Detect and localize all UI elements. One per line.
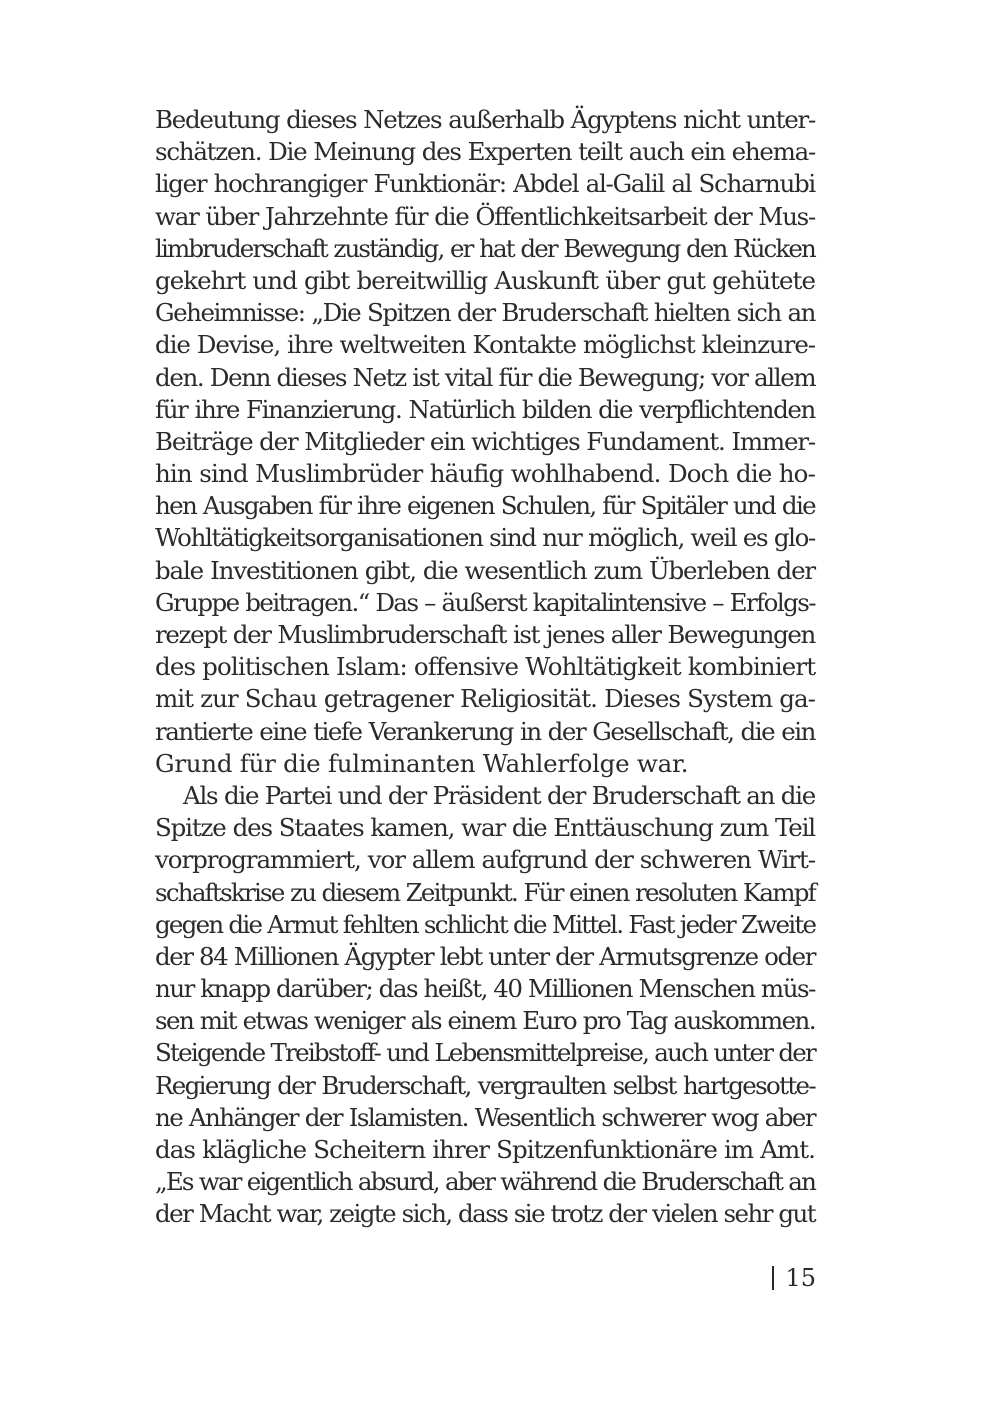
text-line: war über Jahrzehnte für die Öffentlichkeitsarbeit der Mus-: [155, 201, 815, 231]
text-line: mit zur Schau getragener Religiosität. Dieses System ga-: [155, 684, 815, 714]
text-line: der 84 Millionen Ägypter lebt unter der Armutsgrenze oder: [155, 941, 815, 971]
text-line: Regierung der Bruderschaft, vergraulten selbst hartgesotte-: [155, 1070, 815, 1100]
paragraph: [155, 104, 815, 780]
text-line: limbruderschaft zuständig, er hat der Bewegung den Rücken: [155, 233, 815, 263]
text-line: Beiträge der Mitglieder ein wichtiges Fundament. Immer-: [155, 426, 816, 456]
text-line: hin sind Muslimbrüder häufig wohlhabend. Doch die ho-: [155, 459, 815, 489]
page-number-rule: [772, 1266, 774, 1290]
body-text: [155, 104, 815, 1231]
text-line: rezept der Muslimbruderschaft ist jenes aller Bewegungen: [155, 620, 815, 649]
text-line: „Es war eigentlich absurd, aber während die Bruderschaft an: [155, 1167, 815, 1197]
text-line: den. Denn dieses Netz ist vital für die Bewegung; vor allem: [155, 362, 816, 392]
text-line: Geheimnisse: „Die Spitzen der Bruderschaft hielten sich an: [155, 298, 815, 328]
text-line: das klägliche Scheitern ihrer Spitzenfunktionäre im Amt.: [155, 1135, 815, 1164]
text-line: Steigende Treibstoff- und Lebensmittelpreise, auch unter der: [155, 1038, 815, 1068]
text-line: für ihre Finanzierung. Natürlich bilden die verpflichtenden: [155, 394, 815, 424]
text-line: nur knapp darüber; das heißt, 40 Millionen Menschen müs-: [155, 974, 815, 1004]
text-line: schätzen. Die Meinung des Experten teilt auch ein ehema-: [155, 137, 815, 167]
text-line: Als die Partei und der Präsident der Bruderschaft an die: [183, 780, 815, 810]
text-line: bale Investitionen gibt, die wesentlich zum Überleben der: [155, 555, 815, 585]
text-line: gegen die Armut fehlten schlicht die Mittel. Fast jeder Zweite: [155, 909, 816, 939]
text-line: die Devise, ihre weltweiten Kontakte möglichst kleinzure-: [155, 330, 815, 360]
page-number-value: 15: [785, 1264, 817, 1292]
text-line: rantierte eine tiefe Verankerung in der Gesellschaft, die ein: [155, 716, 815, 746]
text-line: liger hochrangiger Funktionär: Abdel al-Galil al Scharnubi: [155, 169, 815, 199]
text-line: Spitze des Staates kamen, war die Enttäuschung zum Teil: [155, 813, 815, 843]
text-line: gekehrt und gibt bereitwillig Auskunft über gut gehütete: [155, 265, 815, 295]
text-line: sen mit etwas weniger als einem Euro pro Tag auskommen.: [155, 1006, 815, 1036]
text-line: Grund für die fulminanten Wahlerfolge war.: [155, 748, 689, 778]
text-line: Wohltätigkeitsorganisationen sind nur möglich, weil es glo-: [155, 523, 815, 553]
text-line: ne Anhänger der Islamisten. Wesentlich schwerer wog aber: [155, 1102, 815, 1132]
paragraph: [155, 780, 815, 1231]
text-line: hen Ausgaben für ihre eigenen Schulen, für Spitäler und die: [155, 491, 815, 521]
page-number: [772, 1262, 816, 1294]
text-line: vorprogrammiert, vor allem aufgrund der schweren Wirt-: [155, 845, 815, 875]
text-line: des politischen Islam: offensive Wohltätigkeit kombiniert: [155, 652, 816, 682]
text-line: der Macht war, zeigte sich, dass sie trotz der vielen sehr gut: [155, 1199, 815, 1229]
text-line: Gruppe beitragen.“ Das – äußerst kapitalintensive – Erfolgs-: [155, 587, 815, 617]
text-line: schaftskrise zu diesem Zeitpunkt. Für einen resoluten Kampf: [155, 877, 815, 907]
text-line: Bedeutung dieses Netzes außerhalb Ägyptens nicht unter-: [155, 105, 815, 134]
